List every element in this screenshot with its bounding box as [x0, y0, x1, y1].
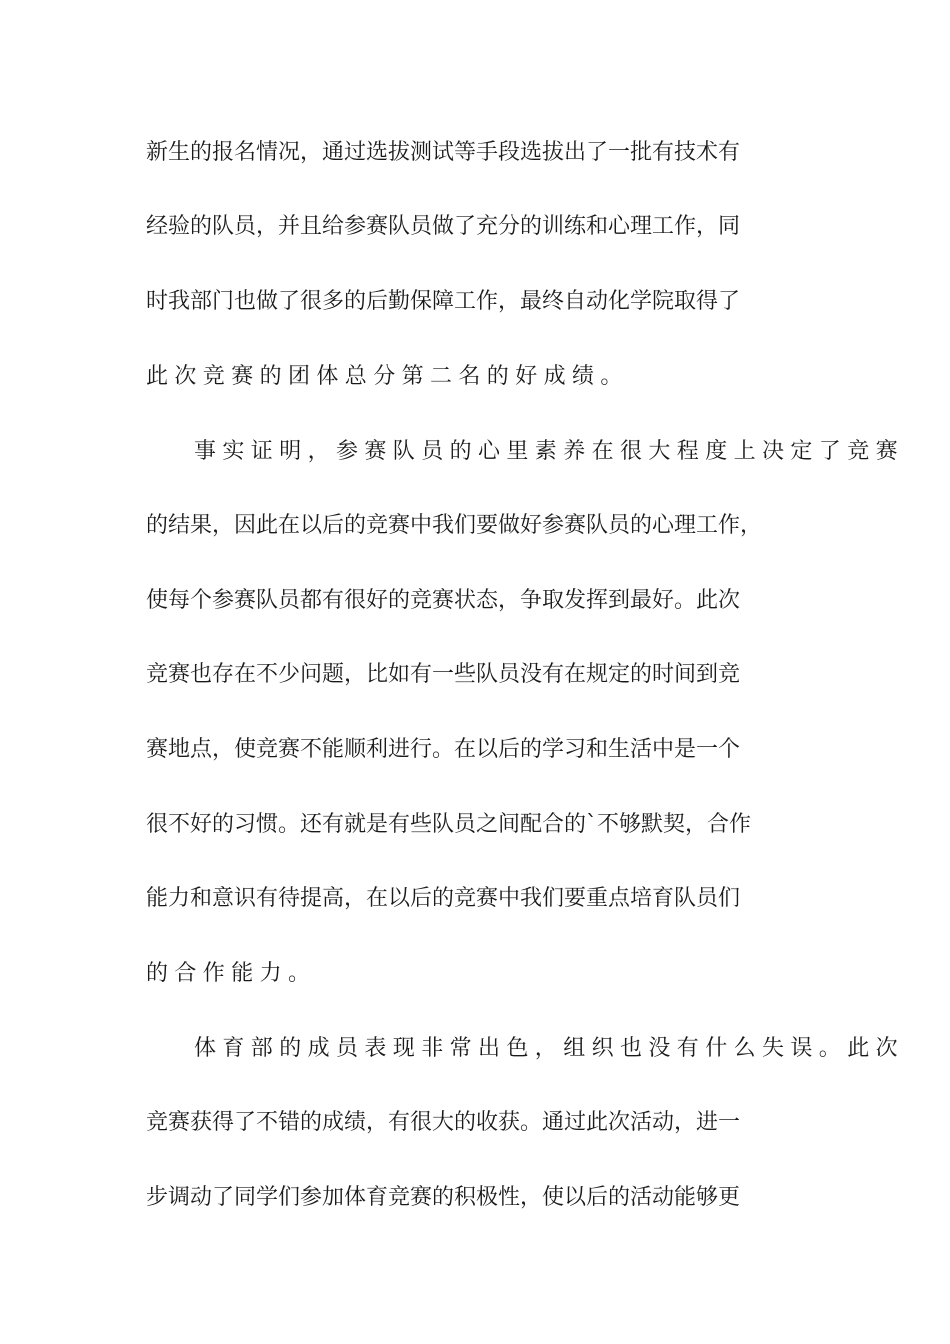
text-line-10: 很不好的习惯。还有就是有些队员之间配合的`不够默契，合作 — [146, 812, 752, 837]
text-line-11: 能力和意识有待提高，在以后的竞赛中我们要重点培育队员们 — [146, 886, 741, 911]
text-line-7: 使每个参赛队员都有很好的竞赛状态，争取发挥到最好。此次 — [146, 588, 741, 613]
text-line-6: 的结果，因此在以后的竞赛中我们要做好参赛队员的心理工作， — [146, 513, 763, 538]
text-line-9: 赛地点，使竞赛不能顺利进行。在以后的学习和生活中是一个 — [146, 737, 741, 762]
text-line-14: 竞赛获得了不错的成绩，有很大的收获。通过此次活动，进一 — [146, 1110, 741, 1135]
text-line-13: 体育部的成员表现非常出色，组织也没有什么失误。此次 — [194, 1036, 905, 1061]
text-line-8: 竞赛也存在不少问题，比如有一些队员没有在规定的时间到竞 — [146, 662, 741, 687]
text-line-15: 步调动了同学们参加体育竞赛的积极性，使以后的活动能够更 — [146, 1185, 741, 1210]
text-line-12: 的合作能力。 — [146, 961, 317, 986]
text-line-5: 事实证明，参赛队员的心里素养在很大程度上决定了竞赛 — [194, 439, 905, 464]
text-line-1: 新生的报名情况，通过选拔测试等手段选拔出了一批有技术有 — [146, 140, 741, 165]
text-line-4: 此次竞赛的团体总分第二名的好成绩。 — [146, 364, 629, 389]
text-line-3: 时我部门也做了很多的后勤保障工作，最终自动化学院取得了 — [146, 289, 741, 314]
text-line-2: 经验的队员，并且给参赛队员做了充分的训练和心理工作，同 — [146, 214, 741, 239]
